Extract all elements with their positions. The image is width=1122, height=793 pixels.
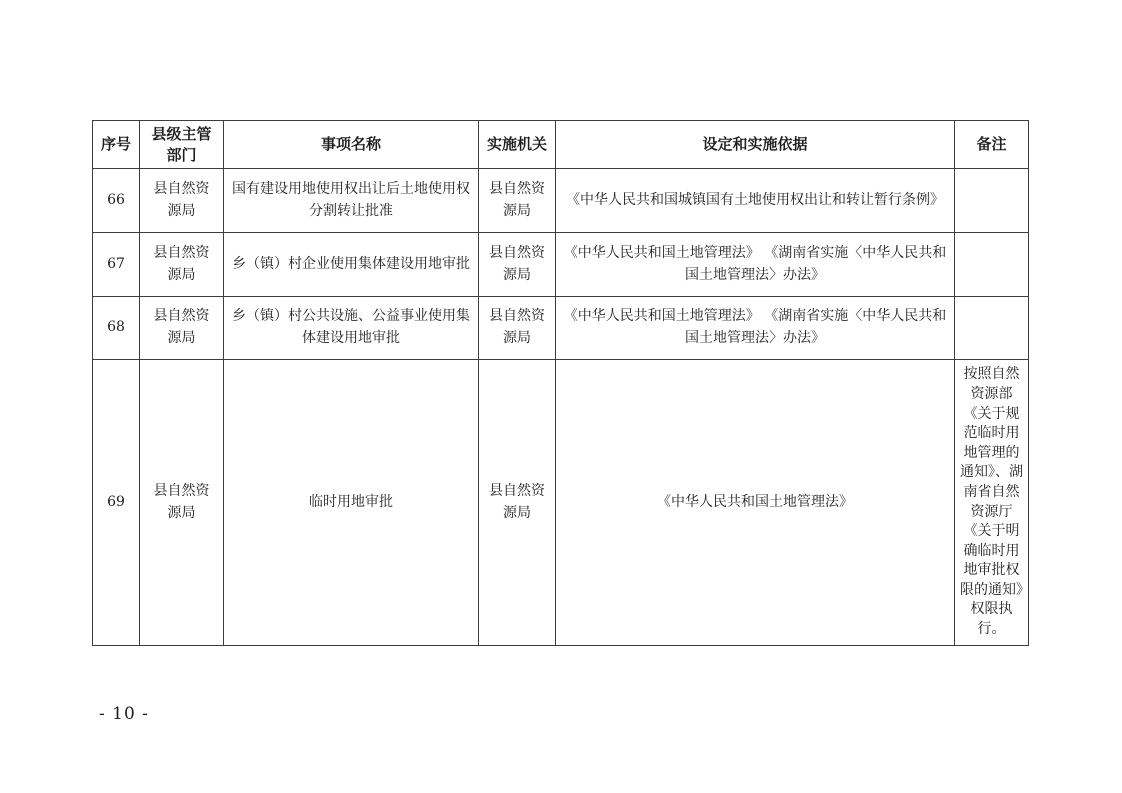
cell-remark xyxy=(955,169,1029,233)
cell-agency: 县自然资源局 xyxy=(479,297,556,360)
cell-seq: 69 xyxy=(93,360,140,646)
cell-department: 县自然资源局 xyxy=(140,233,224,297)
cell-basis: 《中华人民共和国土地管理法》 xyxy=(556,360,955,646)
cell-item-name: 临时用地审批 xyxy=(224,360,479,646)
cell-item-name: 乡（镇）村企业使用集体建设用地审批 xyxy=(224,233,479,297)
cell-seq: 68 xyxy=(93,297,140,360)
cell-item-name: 乡（镇）村公共设施、公益事业使用集体建设用地审批 xyxy=(224,297,479,360)
cell-basis: 《中华人民共和国城镇国有土地使用权出让和转让暂行条例》 xyxy=(556,169,955,233)
cell-seq: 66 xyxy=(93,169,140,233)
cell-remark: 按照自然资源部《关于规范临时用地管理的通知》、湖南省自然资源厅《关于明确临时用地审批权限的通知》权限执行。 xyxy=(955,360,1029,646)
header-basis: 设定和实施依据 xyxy=(556,121,955,169)
table-header-row xyxy=(93,121,1029,169)
approval-items-table xyxy=(92,120,1029,646)
cell-item-name: 国有建设用地使用权出让后土地使用权分割转让批准 xyxy=(224,169,479,233)
cell-department: 县自然资源局 xyxy=(140,297,224,360)
header-department: 县级主管部门 xyxy=(140,121,224,169)
cell-agency: 县自然资源局 xyxy=(479,233,556,297)
cell-department: 县自然资源局 xyxy=(140,360,224,646)
table-row xyxy=(93,169,1029,233)
page-number: - 10 - xyxy=(99,704,149,724)
table-row xyxy=(93,297,1029,360)
cell-remark xyxy=(955,233,1029,297)
cell-seq: 67 xyxy=(93,233,140,297)
cell-agency: 县自然资源局 xyxy=(479,360,556,646)
header-remark: 备注 xyxy=(955,121,1029,169)
cell-basis: 《中华人民共和国土地管理法》 《湖南省实施〈中华人民共和国土地管理法〉办法》 xyxy=(556,297,955,360)
table-row xyxy=(93,360,1029,646)
header-item-name: 事项名称 xyxy=(224,121,479,169)
cell-basis: 《中华人民共和国土地管理法》 《湖南省实施〈中华人民共和国土地管理法〉办法》 xyxy=(556,233,955,297)
cell-remark xyxy=(955,297,1029,360)
table-row xyxy=(93,233,1029,297)
header-agency: 实施机关 xyxy=(479,121,556,169)
header-seq: 序号 xyxy=(93,121,140,169)
cell-department: 县自然资源局 xyxy=(140,169,224,233)
cell-agency: 县自然资源局 xyxy=(479,169,556,233)
